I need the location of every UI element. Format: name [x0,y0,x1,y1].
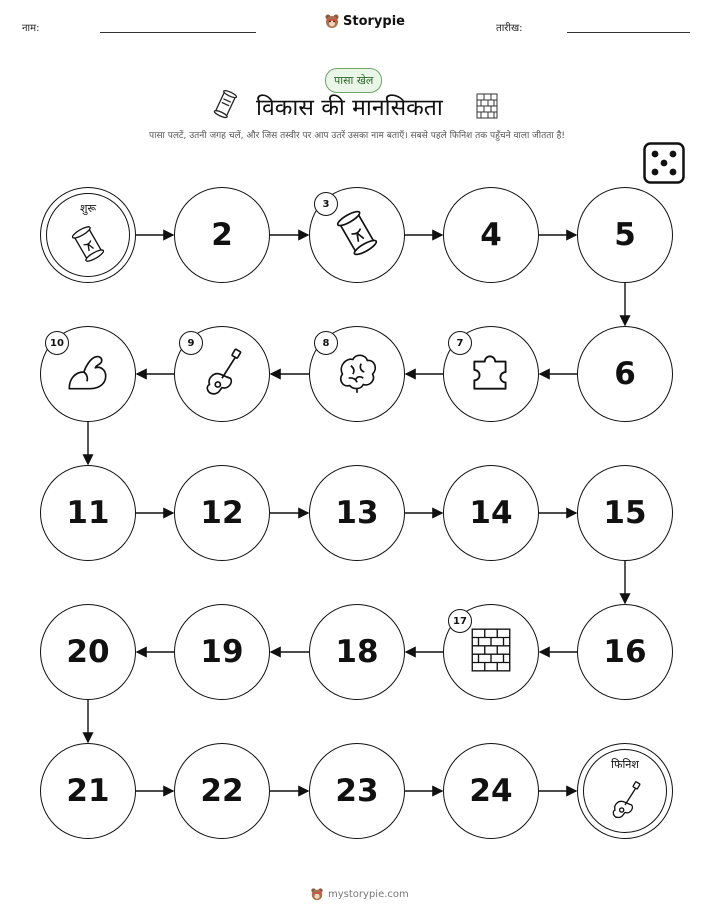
board-space-2 [174,187,270,283]
page-title: विकास की मानसिकता [256,95,443,121]
start-label: शुरू [79,202,97,215]
space-number-badge: 17 [448,609,472,633]
puzzle-icon [466,347,516,401]
board-space-12 [174,465,270,561]
muscle-arm-icon [63,347,113,401]
board-space-23 [309,743,405,839]
board-space-22 [174,743,270,839]
space-number: 12 [200,494,244,531]
space-number: 20 [66,633,110,670]
brand-name: Storypie [343,13,405,29]
space-number: 22 [200,772,244,809]
space-number: 2 [211,216,233,253]
board-space-13 [309,465,405,561]
date-label: तारीख: [496,23,523,34]
finish-space [577,743,673,839]
board-space-24 [443,743,539,839]
instructions: पासा पलटें, उतनी जगह चलें, और जिस तस्वीर पर आप उतरें उसका नाम बताएँ। सबसे पहले फिनिश तक पहुँचने वाला जीतता है! [149,131,565,141]
space-number-badge: 8 [314,331,338,355]
space-number: 16 [603,633,647,670]
space-number: 19 [200,633,244,670]
brick-wall-icon [466,625,516,679]
board-space-7 [443,326,539,422]
board-space-8 [309,326,405,422]
game-type-tag: पासा खेल [325,68,382,93]
space-number: 15 [603,494,647,531]
space-number: 4 [480,216,502,253]
footer [310,887,409,901]
space-number: 5 [614,216,636,253]
board-space-21 [40,743,136,839]
board-space-10 [40,326,136,422]
board-space-16 [577,604,673,700]
space-number: 6 [614,355,636,392]
space-number: 18 [335,633,379,670]
space-number-badge: 7 [448,331,472,355]
board-space-14 [443,465,539,561]
space-number: 14 [469,494,513,531]
board-space-3 [309,187,405,283]
brain-icon [332,347,382,401]
board-space-6 [577,326,673,422]
board-space-4 [443,187,539,283]
start-space [40,187,136,283]
name-label: नाम: [22,23,40,34]
scroll-icon [68,224,108,268]
space-number: 23 [335,772,379,809]
guitar-icon [197,347,247,401]
finish-label: फिनिश [611,758,639,771]
space-number: 21 [66,772,110,809]
board-space-9 [174,326,270,422]
space-number: 24 [469,772,513,809]
space-number: 13 [335,494,379,531]
footer-site[interactable]: mystorypie.com [328,888,409,900]
board-space-17 [443,604,539,700]
scroll-icon [332,208,382,262]
space-number-badge: 10 [45,331,69,355]
space-number-badge: 9 [179,331,203,355]
space-number: 11 [66,494,110,531]
board-space-15 [577,465,673,561]
board-space-19 [174,604,270,700]
guitar-icon [605,780,645,824]
board-space-20 [40,604,136,700]
board-space-11 [40,465,136,561]
board-space-5 [577,187,673,283]
bear-mascot-icon [310,887,324,901]
board-space-18 [309,604,405,700]
space-number-badge: 3 [314,192,338,216]
